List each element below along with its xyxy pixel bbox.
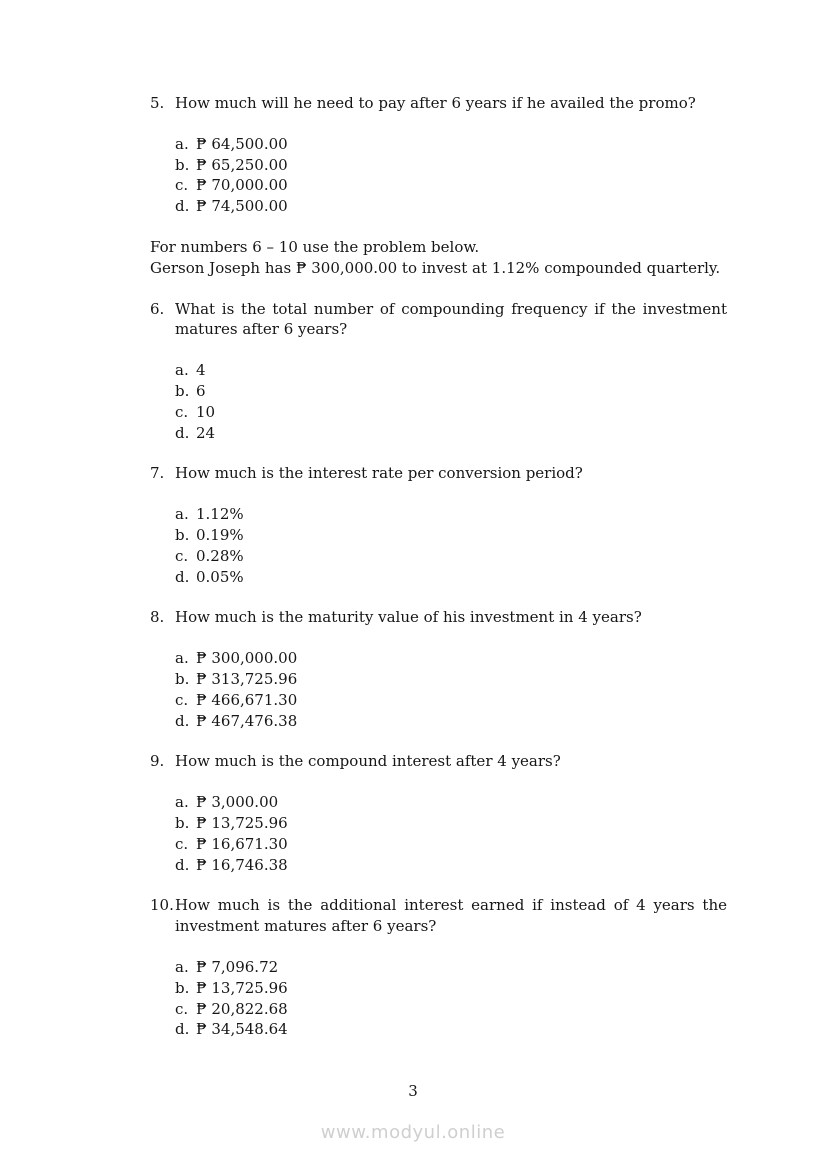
- option-list: [175, 504, 727, 587]
- option-letter: b.: [175, 525, 190, 544]
- option-value: 6: [196, 381, 206, 400]
- option-letter: c.: [175, 999, 189, 1018]
- question-text: How much is the additional interest earned if instead of 4 years the investment matures after 6 years?: [175, 896, 727, 936]
- question: [150, 463, 727, 484]
- problem-statement-line: Gerson Joseph has ₱ 300,000.00 to invest at 1.12% compounded quarterly.: [150, 258, 721, 277]
- option-letter: a.: [175, 505, 189, 524]
- option-row: [175, 999, 727, 1020]
- problem-statement: [150, 237, 727, 279]
- option-list: [175, 957, 727, 1040]
- question-number: 6.: [150, 299, 165, 318]
- option-letter: b.: [175, 813, 190, 832]
- option-row: [175, 813, 727, 834]
- question-block: [150, 895, 727, 1040]
- watermark: www.modyul.online: [320, 1122, 506, 1143]
- option-letter: b.: [175, 155, 190, 174]
- question-text: How much is the maturity value of his investment in 4 years?: [175, 608, 642, 627]
- question-text: How much is the compound interest after 4 years?: [175, 752, 561, 771]
- option-letter: a.: [175, 957, 189, 976]
- option-list: [175, 360, 727, 443]
- option-value: ₱ 466,671.30: [196, 690, 298, 709]
- option-letter: c.: [175, 402, 189, 421]
- option-value: 24: [196, 423, 216, 442]
- option-letter: a.: [175, 134, 189, 153]
- option-value: ₱ 16,746.38: [196, 855, 288, 874]
- option-letter: d.: [175, 711, 190, 730]
- option-row: [175, 504, 727, 525]
- option-row: [175, 402, 727, 423]
- option-row: [175, 546, 727, 567]
- question-number: 5.: [150, 94, 165, 112]
- option-value: ₱ 3,000.00: [196, 793, 279, 812]
- option-letter: b.: [175, 669, 190, 688]
- option-row: [175, 957, 727, 978]
- problem-statement-line: For numbers 6 – 10 use the problem below.: [150, 237, 480, 256]
- option-value: ₱ 34,548.64: [196, 1020, 288, 1039]
- option-value: 10: [196, 402, 216, 421]
- option-row: [175, 525, 727, 546]
- question-block: [150, 237, 727, 443]
- question-block: [150, 607, 727, 731]
- question-text: How much will he need to pay after 6 years if he availed the promo?: [175, 94, 696, 112]
- option-row: [175, 567, 727, 588]
- question-list: [150, 93, 727, 1060]
- question-block: [150, 463, 727, 587]
- option-row: [175, 381, 727, 402]
- option-list: [175, 134, 727, 217]
- option-value: ₱ 7,096.72: [196, 957, 279, 976]
- question-block: [150, 93, 727, 217]
- option-letter: a.: [175, 361, 189, 380]
- option-row: [175, 792, 727, 813]
- option-letter: a.: [175, 793, 189, 812]
- option-value: ₱ 13,725.96: [196, 813, 288, 832]
- question: [150, 93, 727, 114]
- question-block: [150, 751, 727, 875]
- option-value: 1.12%: [196, 505, 244, 524]
- option-row: [175, 175, 727, 196]
- option-row: [175, 711, 727, 732]
- option-row: [175, 360, 727, 381]
- question-number: 8.: [150, 608, 165, 627]
- option-value: ₱ 74,500.00: [196, 197, 288, 216]
- option-value: ₱ 70,000.00: [196, 176, 288, 195]
- question: [150, 607, 727, 628]
- option-row: [175, 855, 727, 876]
- option-row: [175, 648, 727, 669]
- option-letter: c.: [175, 176, 189, 195]
- option-letter: d.: [175, 423, 190, 442]
- option-value: ₱ 20,822.68: [196, 999, 288, 1018]
- option-row: [175, 1019, 727, 1040]
- option-list: [175, 792, 727, 875]
- question: [150, 751, 727, 772]
- option-value: ₱ 16,671.30: [196, 834, 288, 853]
- option-letter: d.: [175, 197, 190, 216]
- option-value: 0.28%: [196, 546, 244, 565]
- option-value: 0.05%: [196, 567, 244, 586]
- option-row: [175, 134, 727, 155]
- option-value: ₱ 313,725.96: [196, 669, 298, 688]
- option-letter: c.: [175, 834, 189, 853]
- option-letter: b.: [175, 381, 190, 400]
- page-number: 3: [408, 1082, 418, 1100]
- option-letter: b.: [175, 978, 190, 997]
- option-value: 4: [196, 361, 206, 380]
- option-value: ₱ 64,500.00: [196, 134, 288, 153]
- question-number: 10.: [150, 896, 174, 915]
- option-value: ₱ 467,476.38: [196, 711, 298, 730]
- option-letter: d.: [175, 567, 190, 586]
- option-value: 0.19%: [196, 525, 244, 544]
- question: [150, 299, 727, 341]
- option-row: [175, 690, 727, 711]
- question-number: 7.: [150, 464, 165, 483]
- option-row: [175, 196, 727, 217]
- question-text: What is the total number of compounding frequency if the investment matures after 6 years?: [175, 299, 727, 339]
- option-value: ₱ 13,725.96: [196, 978, 288, 997]
- option-list: [175, 648, 727, 731]
- option-value: ₱ 65,250.00: [196, 155, 288, 174]
- option-row: [175, 669, 727, 690]
- option-value: ₱ 300,000.00: [196, 649, 298, 668]
- option-letter: d.: [175, 1020, 190, 1039]
- option-letter: d.: [175, 855, 190, 874]
- question-text: How much is the interest rate per conversion period?: [175, 464, 583, 483]
- option-letter: a.: [175, 649, 189, 668]
- option-row: [175, 978, 727, 999]
- question: [150, 895, 727, 937]
- question-number: 9.: [150, 752, 165, 771]
- option-row: [175, 423, 727, 444]
- option-row: [175, 834, 727, 855]
- option-letter: c.: [175, 690, 189, 709]
- option-row: [175, 155, 727, 176]
- option-letter: c.: [175, 546, 189, 565]
